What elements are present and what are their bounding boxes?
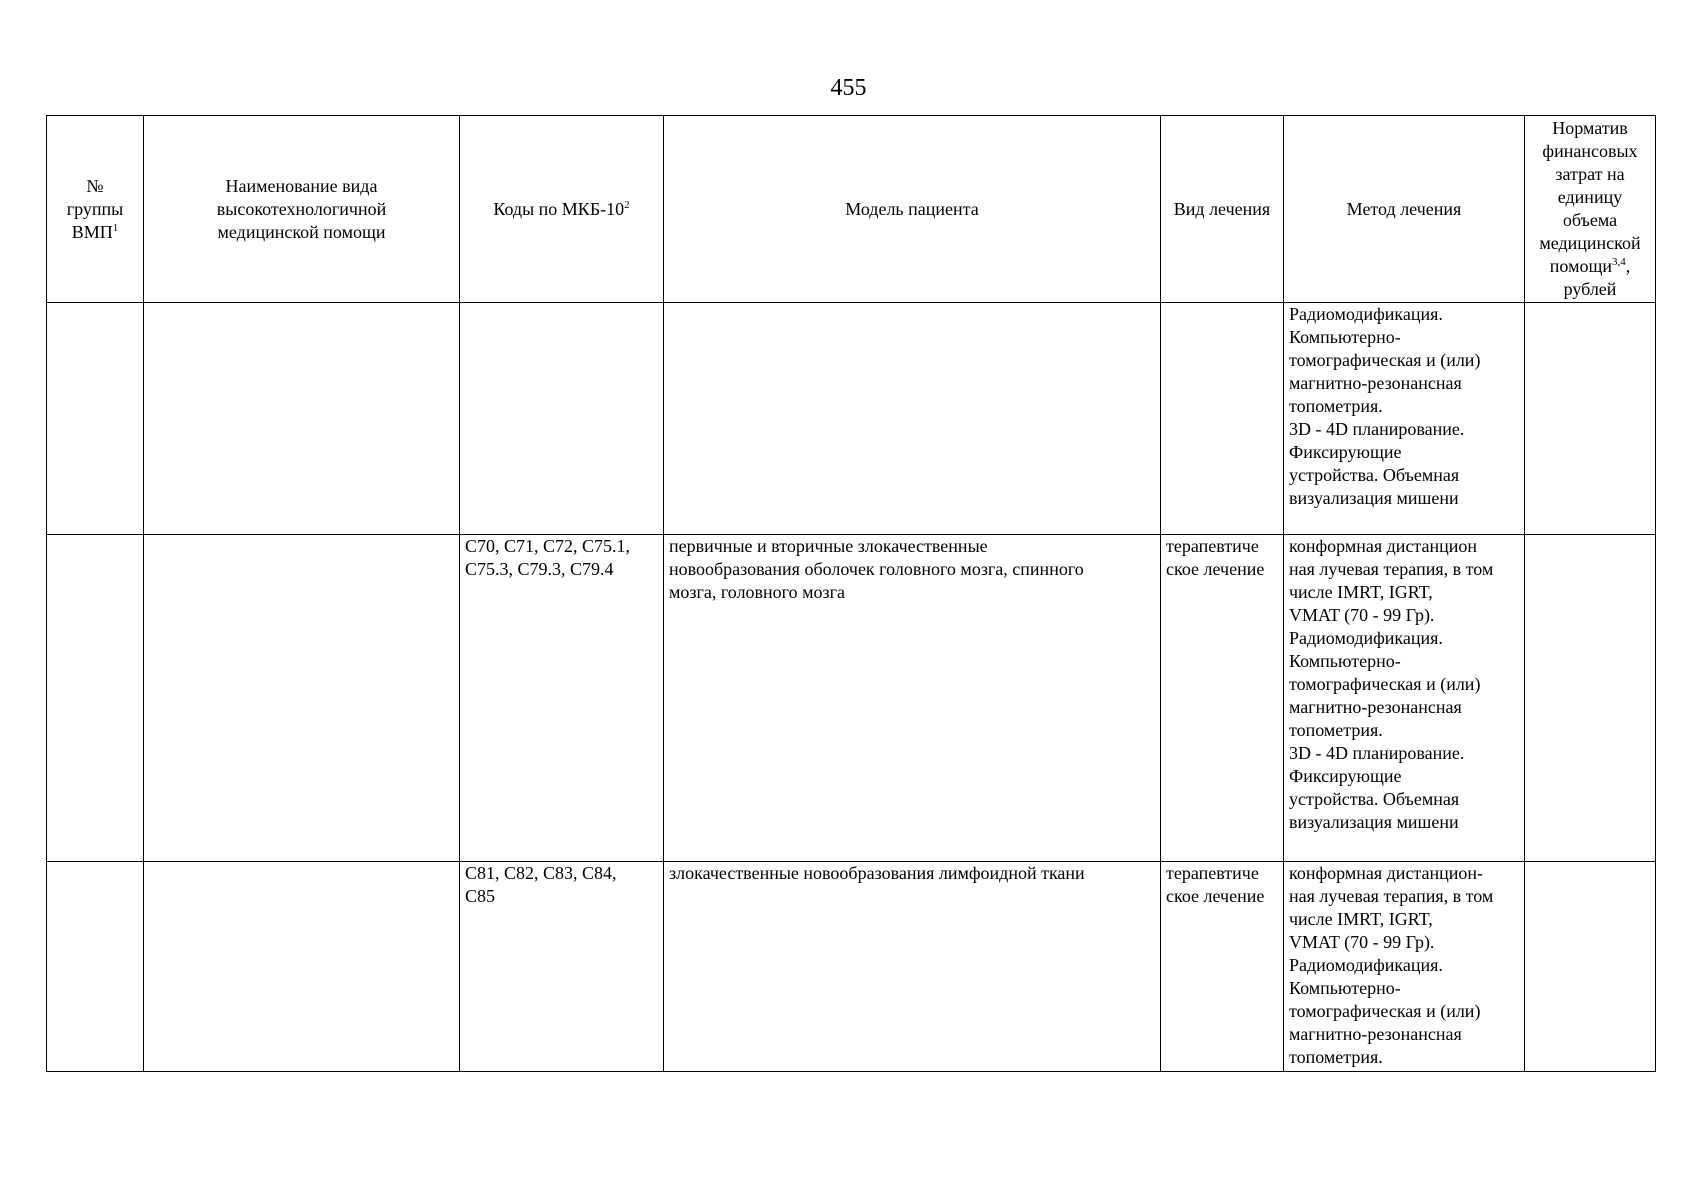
header-treatment-type: Вид лечения [1161, 116, 1284, 303]
cell-group-no [47, 303, 144, 535]
header-group-no: № группы ВМП$^1$ [47, 116, 144, 303]
vmp-table [46, 115, 1656, 1072]
cell-treatment-type [1161, 303, 1284, 535]
table-header-row [47, 116, 1656, 303]
cell-name [144, 535, 460, 862]
table-row [47, 862, 1656, 1072]
cell-norm [1525, 535, 1656, 862]
page-number: 455 [830, 75, 867, 101]
header-name: Наименование вида высокотехнологичной медицинской помощи [144, 116, 460, 303]
cell-group-no [47, 862, 144, 1072]
cell-norm [1525, 862, 1656, 1072]
cell-treatment-type: терапевтиче ское лечение [1161, 862, 1284, 1072]
cell-patient-model: первичные и вторичные злокачественные новообразования оболочек головного мозга, спинного мозга, головного мозга [664, 535, 1161, 862]
header-patient-model: Модель пациента [664, 116, 1161, 303]
cell-name [144, 303, 460, 535]
cell-patient-model: злокачественные новообразования лимфоидной ткани [664, 862, 1161, 1072]
cell-name [144, 862, 460, 1072]
cell-icd-codes: C70, C71, C72, C75.1, C75.3, C79.3, C79.4 [460, 535, 664, 862]
header-icd-codes: Коды по МКБ-$10^2$ [460, 116, 664, 303]
header-treatment-method: Метод лечения [1284, 116, 1525, 303]
cell-treatment-method: Радиомодификация. Компьютерно- томографическая и (или) магнитно-резонансная топометрия. 3D - 4D планирование. Фиксирующие устройства. Объемная визуализация мишени [1284, 303, 1525, 535]
table-row [47, 535, 1656, 862]
header-norm: Норматив финансовых затрат на единицу объема медицинской помощи$^{3,4}$, рублей [1525, 116, 1656, 303]
cell-patient-model [664, 303, 1161, 535]
cell-group-no [47, 535, 144, 862]
cell-norm [1525, 303, 1656, 535]
cell-treatment-method: конформная дистанцион ная лучевая терапия, в том числе IMRT, IGRT, VMAT (70 - 99 Гр). Радиомодификация. Компьютерно- томографическая и (или) магнитно-резонансная топометрия. 3D - 4D планирование. Фиксирующие устройства. Объемная визуализация мишени [1284, 535, 1525, 862]
cell-treatment-method: конформная дистанцион- ная лучевая терапия, в том числе IMRT, IGRT, VMAT (70 - 99 Гр). Радиомодификация. Компьютерно- томографическая и (или) магнитно-резонансная топометрия. [1284, 862, 1525, 1072]
cell-icd-codes [460, 303, 664, 535]
cell-icd-codes: C81, C82, C83, C84, C85 [460, 862, 664, 1072]
table-row [47, 303, 1656, 535]
cell-treatment-type: терапевтиче ское лечение [1161, 535, 1284, 862]
